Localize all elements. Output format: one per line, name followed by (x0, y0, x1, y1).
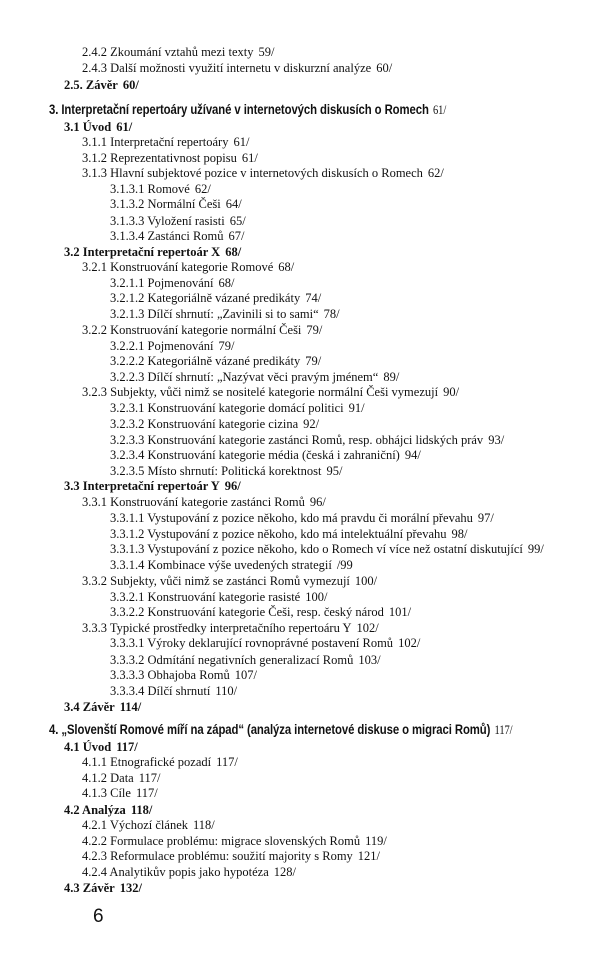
toc-entry-title: 3.1.3.4 Zastánci Romů (110, 229, 224, 243)
toc-entry-title: 4. „Slovenští Romové míří na západ“ (analýza internetové diskuse o migraci Romů) (49, 722, 491, 737)
toc-entry-page: 96/ (309, 495, 326, 509)
toc-entry-title: 4.2.4 Analytikův popis jako hypotéza (82, 865, 269, 879)
toc-entry-page: 103/ (358, 653, 381, 667)
toc-entry-page: 68/ (225, 245, 242, 259)
toc-entry-page: 98/ (451, 527, 468, 541)
toc-entry-page: 117/ (116, 740, 138, 754)
toc-entry-page: 118/ (130, 803, 153, 817)
toc-chapter-entry (49, 721, 512, 739)
toc-entry-title: 3.1.3.3 Vyložení rasisti (110, 214, 225, 228)
toc-entry-title: 3.3.1.1 Vystupování z pozice někoho, kdo má pravdu či morální převahu (110, 511, 473, 525)
toc-entry-title: 3.2.3.4 Konstruování kategorie média (česká i zahraniční) (110, 448, 400, 462)
toc-entry-page: 101/ (388, 605, 412, 619)
toc-entry-title: 3.2.3.3 Konstruování kategorie zastánci Romů, resp. obhájci lidských práv (110, 433, 484, 447)
toc-entry-page: 100/ (305, 590, 328, 604)
toc-entry-page: 79/ (305, 354, 322, 368)
toc-entry-page: 132/ (119, 881, 142, 895)
toc-entry-title: 3.1.3 Hlavní subjektové pozice v internetových diskusích o Romech (82, 166, 423, 180)
toc-entry-page: 62/ (194, 182, 211, 196)
toc-entry-page: 91/ (348, 401, 365, 415)
toc-chapter-entry (49, 101, 446, 119)
toc-entry-page: 67/ (228, 229, 245, 243)
toc-entry-page: 102/ (356, 621, 379, 635)
toc-entry-page: 119/ (365, 834, 387, 848)
toc-entry-title: 2.4.2 Zkoumání vztahů mezi texty (82, 45, 254, 59)
toc-entry-page: /99 (336, 558, 353, 572)
toc-entry-page: 62/ (427, 166, 444, 180)
toc-entry-page: 64/ (225, 197, 242, 211)
toc-entry-page: 68/ (218, 276, 235, 290)
toc-entry-title: 3.3.3.3 Obhajoba Romů (110, 668, 230, 682)
toc-entry-page: 94/ (404, 448, 421, 462)
toc-entry-title: 4.1.2 Data (82, 771, 134, 785)
toc-entry-title: 3.2.2.2 Kategoriálně vázané predikáty (110, 354, 301, 368)
toc-entry-title: 3.3.3.2 Odmítání negativních generalizací Romů (110, 653, 354, 667)
toc-entry-page: 60/ (122, 78, 139, 92)
toc-entry (64, 698, 141, 716)
toc-entry-title: 4.1 Úvod (64, 740, 112, 754)
toc-entry-title: 3.2.1 Konstruování kategorie Romové (82, 260, 274, 274)
toc-entry (64, 76, 139, 94)
toc-entry-title: 3.2.2 Konstruování kategorie normální Češi (82, 323, 302, 337)
toc-entry-title: 3.2.3.2 Konstruování kategorie cizina (110, 417, 299, 431)
toc-entry-page: 92/ (303, 417, 320, 431)
page-number: 6 (93, 906, 104, 927)
toc-entry-title: 3.2.3.1 Konstruování kategorie domácí politici (110, 401, 344, 415)
toc-entry-page: 59/ (258, 45, 275, 59)
toc-entry-page: 74/ (305, 291, 322, 305)
toc-entry-title: 3.2.2.1 Pojmenování (110, 339, 214, 353)
toc-entry-title: 3.2 Interpretační repertoár X (64, 245, 221, 259)
toc-entry-page: 61/ (241, 151, 258, 165)
toc-entry-page: 61/ (433, 103, 447, 117)
toc-entry-title: 3.2.2.3 Dílčí shrnutí: „Nazývat věci pravým jménem“ (110, 370, 379, 384)
toc-entry-title: 3.4 Závěr (64, 700, 115, 714)
toc-entry-title: 4.1.1 Etnografické pozadí (82, 755, 212, 769)
toc-entry-page: 79/ (306, 323, 323, 337)
toc-entry-title: 3.2.1.2 Kategoriálně vázané predikáty (110, 291, 301, 305)
toc-entry-page: 79/ (218, 339, 235, 353)
toc-entry-title: 3.3.1.3 Vystupování z pozice někoho, kdo o Romech ví více než ostatní diskutující (110, 542, 523, 556)
toc-entry-title: 3.3.1 Konstruování kategorie zastánci Romů (82, 495, 305, 509)
toc-entry-title: 4.2.1 Výchozí článek (82, 818, 188, 832)
toc-entry-page: 128/ (273, 865, 297, 879)
toc-entry-page: 100/ (354, 574, 378, 588)
toc-entry-title: 3. Interpretační repertoáry užívané v internetových diskusích o Romech (49, 102, 429, 117)
toc-entry-page: 93/ (488, 433, 505, 447)
toc-entry-page: 68/ (278, 260, 295, 274)
toc-entry-title: 3.3 Interpretační repertoár Y (64, 479, 220, 493)
toc-entry-page: 61/ (233, 135, 250, 149)
toc-entry-page: 117/ (494, 723, 513, 737)
toc-entry-page: 97/ (477, 511, 494, 525)
toc-entry-title: 3.1.3.1 Romové (110, 182, 190, 196)
toc-entry-page: 65/ (229, 214, 246, 228)
toc-entry-title: 4.1.3 Cíle (82, 786, 131, 800)
toc-entry-title: 3.1.1 Interpretační repertoáry (82, 135, 229, 149)
toc-entry-title: 3.3.1.2 Vystupování z pozice někoho, kdo má intelektuální převahu (110, 527, 447, 541)
toc-entry-page: 107/ (234, 668, 258, 682)
toc-entry-title: 3.1.3.2 Normální Češi (110, 197, 221, 211)
toc-entry-page: 95/ (326, 464, 343, 478)
toc-entry-page: 121/ (357, 849, 381, 863)
toc-entry-title: 3.2.3 Subjekty, vůči nimž se nositelé kategorie normální Češi vymezují (82, 385, 439, 399)
toc-entry-title: 3.2.3.5 Místo shrnutí: Politická korektnost (110, 464, 322, 478)
toc-entry (64, 879, 142, 897)
toc-entry-title: 3.3.3 Typické prostředky interpretačního repertoáru Y (82, 621, 352, 635)
toc-entry (82, 784, 158, 802)
toc-entry-page: 90/ (443, 385, 460, 399)
toc-entry-page: 89/ (383, 370, 400, 384)
toc-entry-title: 4.2.2 Formulace problému: migrace slovenských Romů (82, 834, 361, 848)
toc-entry-page: 61/ (116, 120, 133, 134)
toc-entry-title: 4.3 Závěr (64, 881, 115, 895)
toc-entry-title: 3.1.2 Reprezentativnost popisu (82, 151, 237, 165)
toc-entry-page: 110/ (215, 684, 238, 698)
toc-entry-title: 3.3.3.1 Výroky deklarující rovnoprávné postavení Romů (110, 636, 394, 650)
toc-entry (110, 195, 242, 213)
toc-entry (82, 59, 392, 77)
toc-entry-title: 2.4.3 Další možnosti využití internetu v diskurzní analýze (82, 61, 372, 75)
toc-entry-page: 118/ (193, 818, 215, 832)
toc-entry-page: 117/ (135, 786, 158, 800)
toc-entry-page: 99/ (527, 542, 544, 556)
toc-entry-title: 3.2.1.1 Pojmenování (110, 276, 214, 290)
toc-entry-page: 60/ (376, 61, 393, 75)
toc-entry-title: 3.3.1.4 Kombinace výše uvedených strategií (110, 558, 332, 572)
toc-entry-title: 4.2 Analýza (64, 803, 126, 817)
toc-entry-title: 3.3.2.1 Konstruování kategorie rasisté (110, 590, 301, 604)
toc-entry-title: 3.1 Úvod (64, 120, 112, 134)
toc-entry-title: 3.2.1.3 Dílčí shrnutí: „Zavinili si to sami“ (110, 307, 319, 321)
toc-entry-title: 4.2.3 Reformulace problému: soužití majority s Romy (82, 849, 353, 863)
toc-entry-page: 117/ (216, 755, 238, 769)
toc-entry-page: 102/ (398, 636, 421, 650)
toc-entry-page: 114/ (119, 700, 142, 714)
toc-entry-page: 96/ (224, 479, 241, 493)
toc-entry-title: 2.5. Závěr (64, 78, 118, 92)
toc-entry-title: 3.3.2.2 Konstruování kategorie Češi, resp. český národ (110, 605, 384, 619)
toc-entry-page: 117/ (138, 771, 161, 785)
toc-entry-title: 3.3.3.4 Dílčí shrnutí (110, 684, 211, 698)
toc-entry-title: 3.3.2 Subjekty, vůči nimž se zastánci Romů vymezují (82, 574, 350, 588)
toc-entry (110, 634, 420, 652)
toc-entry-page: 78/ (323, 307, 340, 321)
